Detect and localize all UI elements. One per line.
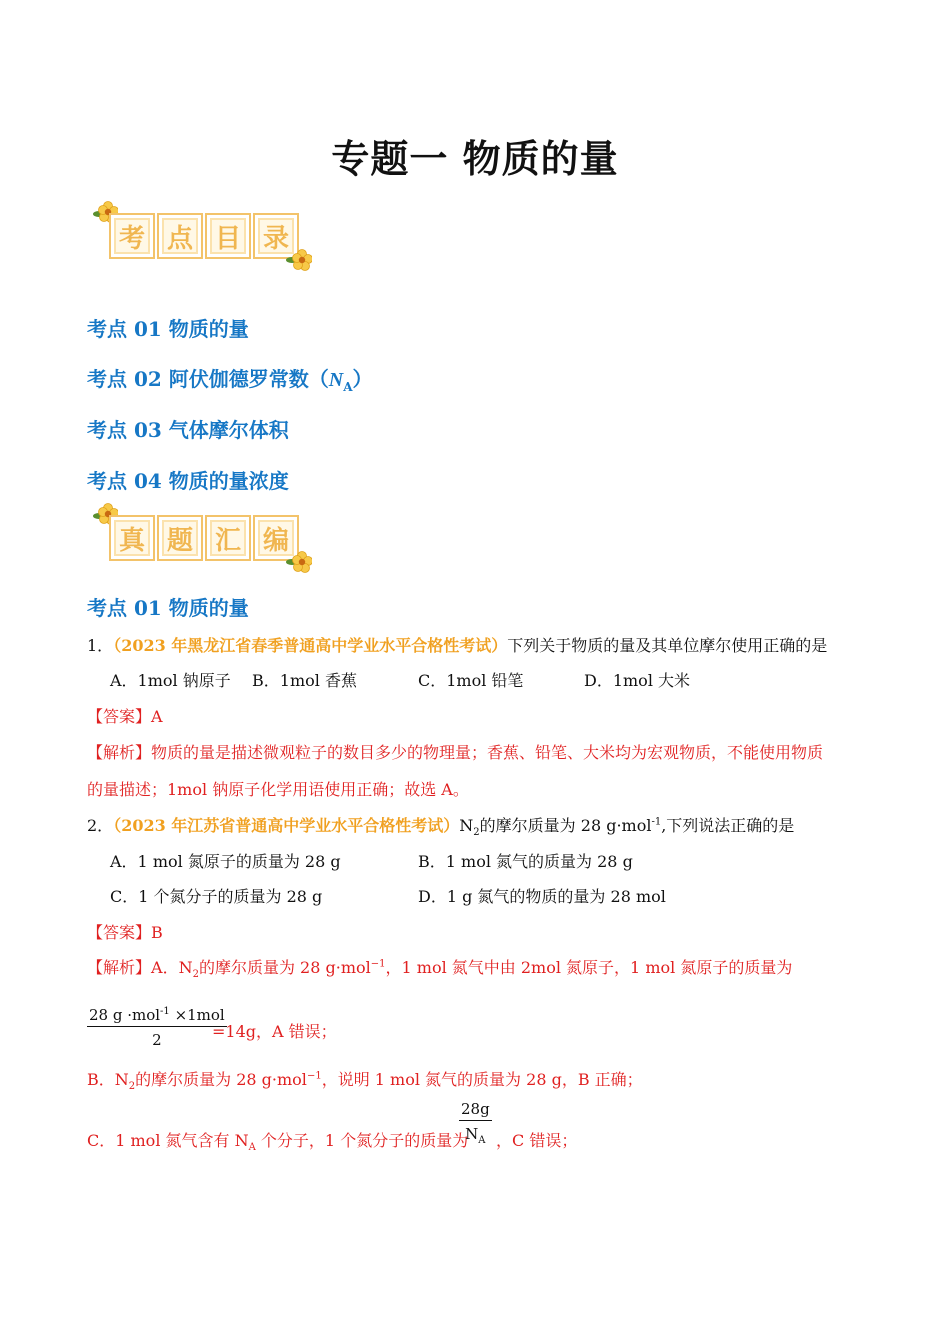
q1-answer: 【答案】A bbox=[87, 707, 163, 726]
banner-toc bbox=[92, 200, 314, 270]
banner-char: 汇 bbox=[205, 515, 251, 561]
banner-char: 题 bbox=[157, 515, 203, 561]
flower-icon bbox=[286, 248, 312, 274]
q2-analysis-b: B．$N_2$的摩尔质量为 28 g·mol$^{-1}$，说明 1 mol 氮气的质量为 28 g，B 正确； bbox=[87, 1070, 643, 1093]
banner-char: 点 bbox=[157, 213, 203, 259]
q2-answer: 【答案】B bbox=[87, 923, 163, 942]
q2-option-c: C．1 个氮分子的质量为 28 g bbox=[110, 887, 323, 906]
toc-item-02[interactable]: 考点 02 阿伏伽德罗常数$(N_A)$ bbox=[87, 367, 373, 394]
flower-icon bbox=[286, 550, 312, 576]
toc-item-03[interactable]: 考点 03 气体摩尔体积 bbox=[87, 418, 289, 442]
fraction-numerator: 28 g ·mol$^{-1}$ ×1mol bbox=[87, 1006, 227, 1027]
banner-char: 目 bbox=[205, 213, 251, 259]
q2-option-a: A．1 mol 氮原子的质量为 28 g bbox=[110, 852, 341, 871]
banner-exam-boxes bbox=[109, 515, 299, 561]
banner-char: 编 bbox=[253, 515, 299, 561]
fraction-molecule-mass bbox=[459, 1100, 492, 1146]
q1-option-b: B．1mol 香蕉 bbox=[252, 671, 357, 690]
toc-item-04[interactable]: 考点 04 物质的量浓度 bbox=[87, 469, 289, 493]
fraction-denominator: 2 bbox=[152, 1031, 162, 1049]
page-title: 专题一 物质的量 bbox=[331, 136, 619, 181]
q1-analysis-line1: 【解析】物质的量是描述微观粒子的数目多少的物理量；香蕉、铅笔、大米均为宏观物质，不能使用物质 bbox=[87, 743, 824, 762]
banner-exam bbox=[92, 502, 314, 572]
fraction-denominator: $N_A$ bbox=[465, 1125, 486, 1146]
q1-option-c: C．1mol 铅笔 bbox=[418, 671, 524, 690]
q2-analysis-c-result: ，C 错误； bbox=[496, 1131, 578, 1150]
banner-char: 录 bbox=[253, 213, 299, 259]
banner-char: 真 bbox=[109, 515, 155, 561]
q1-analysis-line2: 的量描述；1mol 钠原子化学用语使用正确；故选 A。 bbox=[87, 780, 469, 799]
q1-stem: 1．（2023 年黑龙江省春季普通高中学业水平合格性考试）下列关于物质的量及其单位摩尔使用正确的是 bbox=[87, 636, 828, 655]
q2-analysis-a-result: =14g，A 错误； bbox=[212, 1022, 337, 1041]
q1-option-d: D．1mol 大米 bbox=[584, 671, 691, 690]
q2-stem: 2．（2023 年江苏省普通高中学业水平合格性考试）$N_2$的摩尔质量为 28 g·mol$^{-1}$,下列说法正确的是 bbox=[87, 816, 795, 839]
fraction-atom-mass bbox=[87, 1006, 227, 1049]
q2-analysis-c: C．1 mol 氮气含有 $N_A$ 个分子，1 个氮分子的质量为 bbox=[87, 1131, 469, 1154]
fraction-numerator: 28g bbox=[459, 1100, 492, 1121]
q2-analysis-a: 【解析】A．$N_2$的摩尔质量为 28 g·mol$^{-1}$，1 mol 氮气中由 2mol 氮原子，1 mol 氮原子的质量为 bbox=[87, 958, 793, 981]
section-heading: 考点 01 物质的量 bbox=[87, 596, 249, 620]
toc-item-01[interactable]: 考点 01 物质的量 bbox=[87, 317, 249, 341]
q1-option-a: A．1mol 钠原子 bbox=[110, 671, 231, 690]
banner-char: 考 bbox=[109, 213, 155, 259]
q2-option-b: B．1 mol 氮气的质量为 28 g bbox=[418, 852, 633, 871]
q2-option-d: D．1 g 氮气的物质的量为 28 mol bbox=[418, 887, 666, 906]
banner-toc-boxes bbox=[109, 213, 299, 259]
